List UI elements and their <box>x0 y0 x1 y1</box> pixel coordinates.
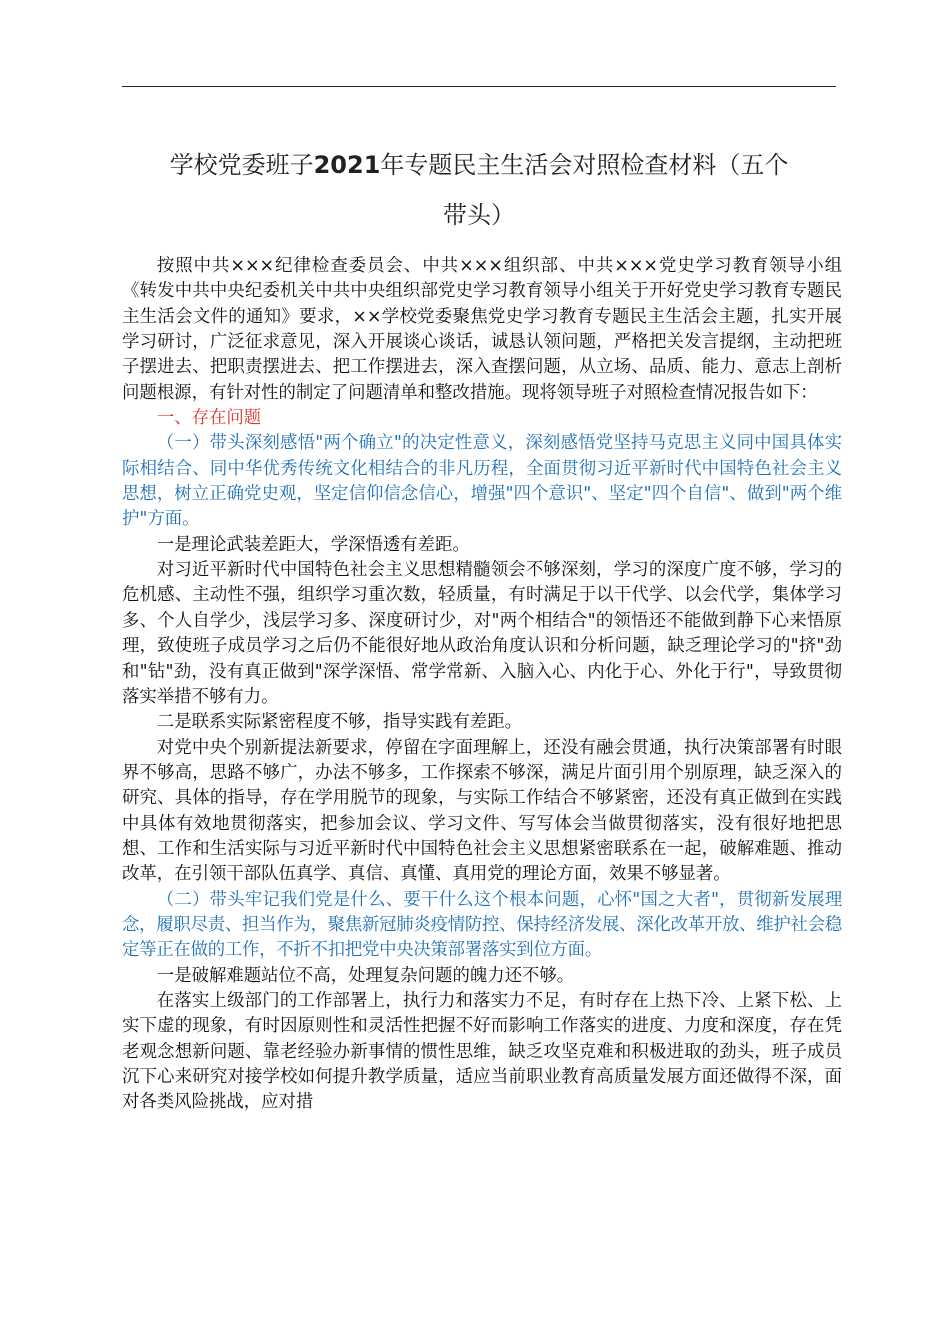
point-heading-2-1: 一是破解难题站位不高，处理复杂问题的魄力还不够。 <box>156 965 575 986</box>
body-paragraph-1-1: 对习近平新时代中国特色社会主义思想精髓领会不够深刻，学习的深度广度不够，学习的危机感、主动性不强，组织学习重次数，轻质量，有时满足于以干代学、以会代学，集体学习多、个人自学少，浅层学习多、深度研讨少，对"两个相结合"的领悟还不能做到静下心来悟原理，致使班子成员学习之后仍不能很好地从政治角度认识和分析问题，缺乏理论学习的"挤"劲和"钻"劲，没有真正做到"深学深悟、常学常新、入脑入心、内化于心、外化于行"，导致贯彻落实举措不够有力。 <box>122 560 842 707</box>
document-body <box>122 254 842 1116</box>
header-rule <box>122 86 836 87</box>
title-line-2: 带头） <box>443 201 515 229</box>
body-paragraph-1-2: 对党中央个别新提法新要求，停留在字面理解上，还没有融会贯通，执行决策部署有时眼界不够高，思路不够广，办法不够多，工作探索不够深，满足片面引用个别原理，缺乏深入的研究、具体的指导，存在学用脱节的现象，与实际工作结合不够紧密，还没有真正做到在实践中具体有效地贯彻落实，把参加会议、学习文件、写写体会当做贯彻落实，没有很好地把思想、工作和生活实际与习近平新时代中国特色社会主义思想紧密联系在一起，破解难题、推动改革，在引领干部队伍真学、真信、真懂、真用党的理论方面，效果不够显著。 <box>122 737 842 885</box>
point-heading-1-1: 一是理论武装差距大，学深悟透有差距。 <box>156 534 470 555</box>
section-heading-problems: 一、存在问题 <box>156 408 262 429</box>
title-year: 2021 <box>313 151 381 179</box>
topic-heading-2: （二）带头牢记我们党是什么、要干什么这个根本问题，心怀"国之大者"，贯彻新发展理念，履职尽责、担当作为，聚焦新冠肺炎疫情防控、保持经济发展、深化改革开放、维护社会稳定等正在做的工作，不折不扣把党中央决策部署落实到位方面。 <box>122 889 842 961</box>
topic-heading-1: （一）带头深刻感悟"两个确立"的决定性意义，深刻感悟党坚持马克思主义同中国具体实际相结合、同中华优秀传统文化相结合的非凡历程，全面贯彻习近平新时代中国特色社会主义思想，树立正确党史观，坚定信仰信念信心，增强"四个意识"、坚定"四个自信"、做到"两个维护"方面。 <box>122 433 842 530</box>
title-part-post: 年专题民主生活会对照检查材料（五个 <box>380 151 789 179</box>
title-part-pre: 学校党委班子 <box>169 151 314 179</box>
body-paragraph-2-1: 在落实上级部门的工作部署上，执行力和落实力不足，有时存在上热下冷、上紧下松、上实下虚的现象，有时因原则性和灵活性把握不好而影响工作落实的进度、力度和深度，存在凭老观念想新问题、靠老经验办新事情的惯性思维，缺乏攻坚克难和积极进取的劲头，班子成员沉下心来研究对接学校如何提升教学质量，适应当前职业教育高质量发展方面还做得不深，面对各类风险挑战，应对措 <box>122 990 842 1113</box>
point-heading-1-2: 二是联系实际紧密程度不够，指导实践有差距。 <box>156 712 523 733</box>
intro-paragraph: 按照中共×××纪律检查委员会、中共×××组织部、中共×××党史学习教育领导小组《转发中共中央纪委机关中共中央组织部党史学习教育领导小组关于开好党史学习教育专题民主生活会文件的通知》要求，××学校党委聚焦党史学习教育专题民主生活会主题，扎实开展学习研讨，广泛征求意见，深入开展谈心谈话，诚恳认领问题，严格把关发言提纲，主动把班子摆进去、把职责摆进去、把工作摆进去，深入查摆问题，从立场、品质、能力、意志上剖析问题根源，有针对性的制定了问题清单和整改措施。现将领导班子对照检查情况报告如下： <box>122 256 842 403</box>
document-title <box>118 140 840 240</box>
